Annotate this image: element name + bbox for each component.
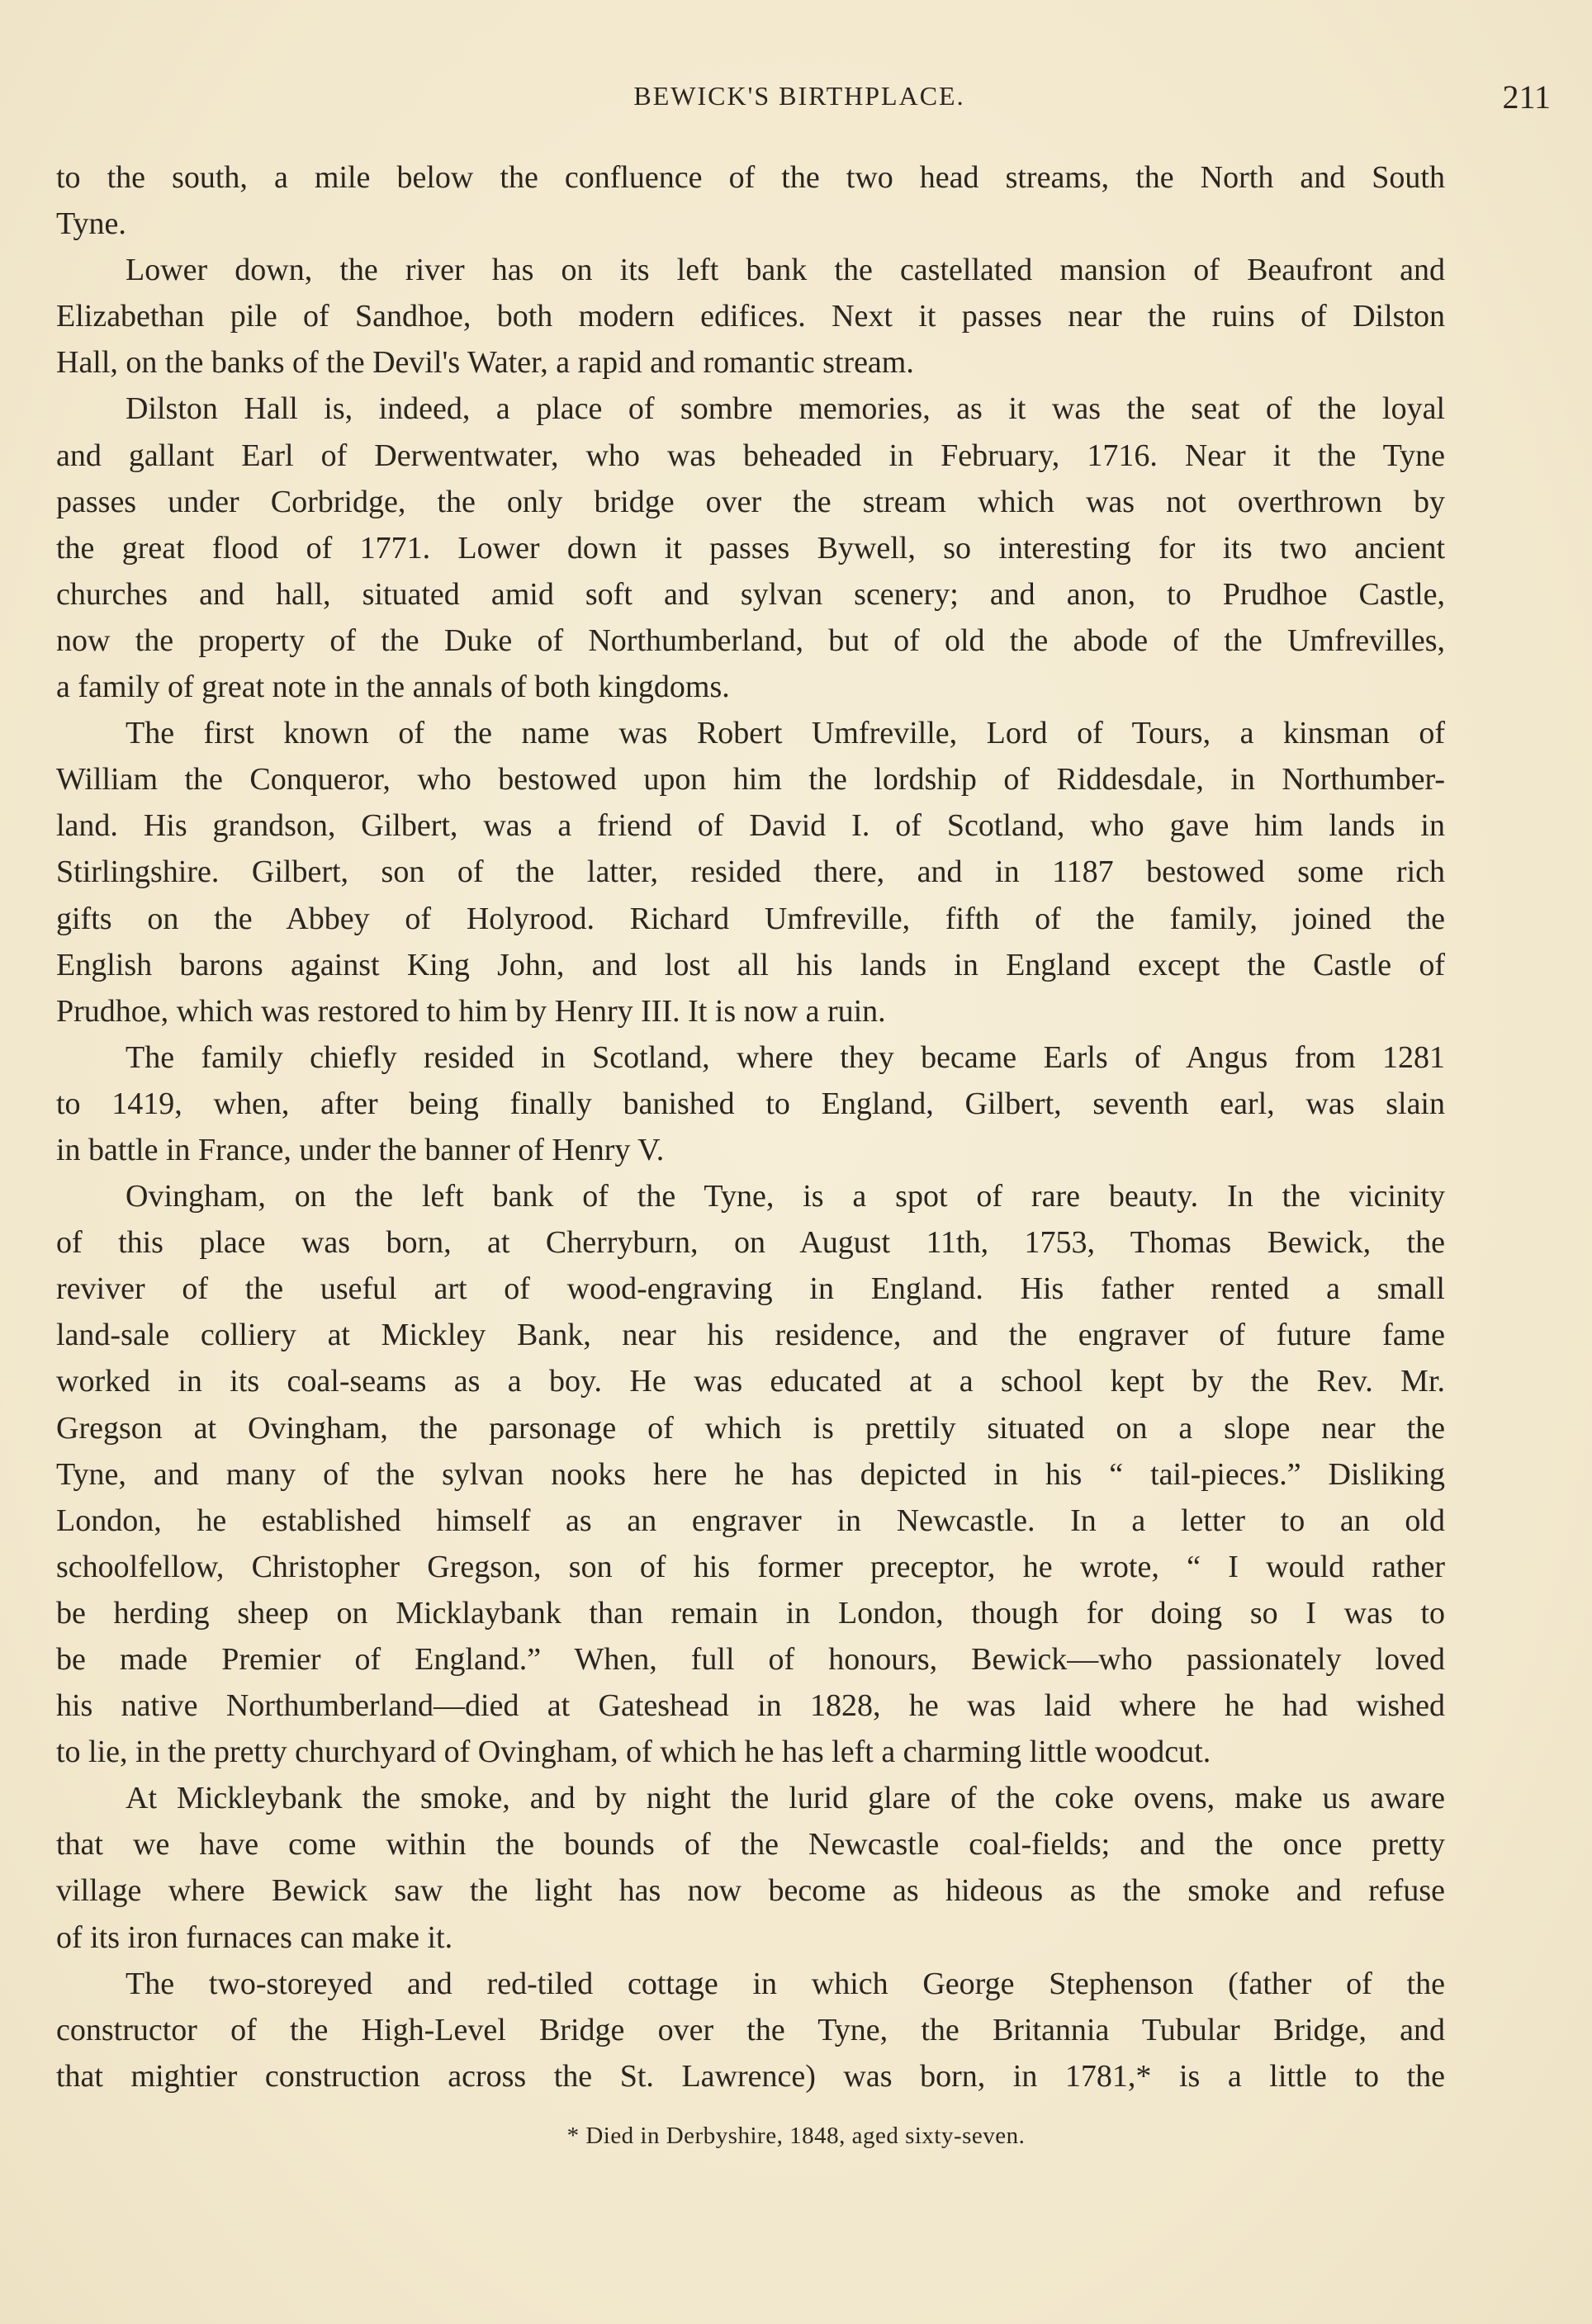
text-line: Elizabethan pile of Sandhoe, both modern edifices. Next it passes near the ruins of Dilston — [56, 299, 1445, 334]
text-line: land. His grandson, Gilbert, was a friend of David I. of Scotland, who gave him lands in — [56, 808, 1445, 844]
text-line: Hall, on the banks of the Devil's Water, a rapid and romantic stream. — [56, 345, 914, 381]
text-line: to 1419, when, after being finally banished to England, Gilbert, seventh earl, was slain — [56, 1086, 1445, 1121]
text-line: to the south, a mile below the confluence of the two head streams, the North and South — [56, 160, 1445, 195]
text-line: his native Northumberland—died at Gateshead in 1828, he was laid where he had wished — [56, 1688, 1445, 1724]
text-line: be herding sheep on Micklaybank than remain in London, though for doing so I was to — [56, 1595, 1445, 1631]
text-line: Ovingham, on the left bank of the Tyne, is a spot of rare beauty. In the vicinity — [126, 1179, 1445, 1214]
text-line: Dilston Hall is, indeed, a place of sombre memories, as it was the seat of the loyal — [126, 391, 1445, 427]
text-line: Lower down, the river has on its left bank the castellated mansion of Beaufront and — [126, 253, 1445, 288]
text-line: At Mickleybank the smoke, and by night the lurid glare of the coke ovens, make us aware — [126, 1781, 1445, 1816]
text-line: Tyne, and many of the sylvan nooks here he has depicted in his “ tail-pieces.” Disliking — [56, 1456, 1445, 1492]
text-line: The first known of the name was Robert Umfreville, Lord of Tours, a kinsman of — [126, 716, 1445, 751]
text-line: William the Conqueror, who bestowed upon him the lordship of Riddesdale, in Northumber- — [56, 762, 1445, 798]
text-line: passes under Corbridge, the only bridge over the stream which was not overthrown by — [56, 484, 1445, 519]
text-line: that mightier construction across the St. Lawrence) was born, in 1781,* is a little to the — [56, 2058, 1445, 2094]
text-line: now the property of the Duke of Northumberland, but of old the abode of the Umfrevilles, — [56, 622, 1445, 658]
text-line: Stirlingshire. Gilbert, son of the latter, resided there, and in 1187 bestowed some rich — [56, 854, 1445, 890]
text-line: land-sale colliery at Mickley Bank, near his residence, and the engraver of future fame — [56, 1318, 1445, 1353]
running-head: BEWICK'S BIRTHPLACE. — [633, 81, 965, 111]
text-line: to lie, in the pretty churchyard of Ovingham, of which he has left a charming little woodcut. — [56, 1735, 1211, 1770]
text-line: a family of great note in the annals of both kingdoms. — [56, 670, 730, 705]
text-line: that we have come within the bounds of the Newcastle coal-fields; and the once pretty — [56, 1827, 1445, 1863]
text-line: of this place was born, at Cherryburn, on August 11th, 1753, Thomas Bewick, the — [56, 1225, 1445, 1261]
text-line: Prudhoe, which was restored to him by Henry III. It is now a ruin. — [56, 993, 886, 1029]
text-line: The family chiefly resided in Scotland, where they became Earls of Angus from 1281 — [126, 1039, 1445, 1075]
text-line: of its iron furnaces can make it. — [56, 1919, 453, 1955]
text-line: churches and hall, situated amid soft and sylvan scenery; and anon, to Prudhoe Castle, — [56, 576, 1445, 612]
text-line: gifts on the Abbey of Holyrood. Richard Umfreville, fifth of the family, joined the — [56, 901, 1445, 936]
text-line: the great flood of 1771. Lower down it passes Bywell, so interesting for its two ancient — [56, 530, 1445, 566]
text-line: and gallant Earl of Derwentwater, who was beheaded in February, 1716. Near it the Tyne — [56, 438, 1445, 473]
text-line: The two-storeyed and red-tiled cottage in which George Stephenson (father of the — [126, 1966, 1445, 2001]
body-text — [56, 154, 1445, 2099]
text-line: Tyne. — [56, 206, 126, 242]
text-line: worked in its coal-seams as a boy. He was educated at a school kept by the Rev. Mr. — [56, 1364, 1445, 1399]
page-header — [56, 78, 1551, 119]
text-line: be made Premier of England.” When, full of honours, Bewick—who passionately loved — [56, 1642, 1445, 1677]
text-line: schoolfellow, Christopher Gregson, son of his former preceptor, he wrote, “ I would rather — [56, 1549, 1445, 1584]
text-line: Gregson at Ovingham, the parsonage of which is prettily situated on a slope near the — [56, 1410, 1445, 1446]
page-number: 211 — [1502, 78, 1551, 116]
text-line: in battle in France, under the banner of Henry V. — [56, 1132, 665, 1167]
footnote: * Died in Derbyshire, 1848, aged sixty-seven. — [566, 2123, 1026, 2149]
text-line: London, he established himself as an engraver in Newcastle. In a letter to an old — [56, 1503, 1445, 1538]
text-line: English barons against King John, and lost all his lands in England except the Castle of — [56, 947, 1445, 982]
text-line: reviver of the useful art of wood-engraving in England. His father rented a small — [56, 1271, 1445, 1307]
text-line: village where Bewick saw the light has now become as hideous as the smoke and refuse — [56, 1873, 1445, 1909]
text-line: constructor of the High-Level Bridge over the Tyne, the Britannia Tubular Bridge, and — [56, 2012, 1445, 2047]
